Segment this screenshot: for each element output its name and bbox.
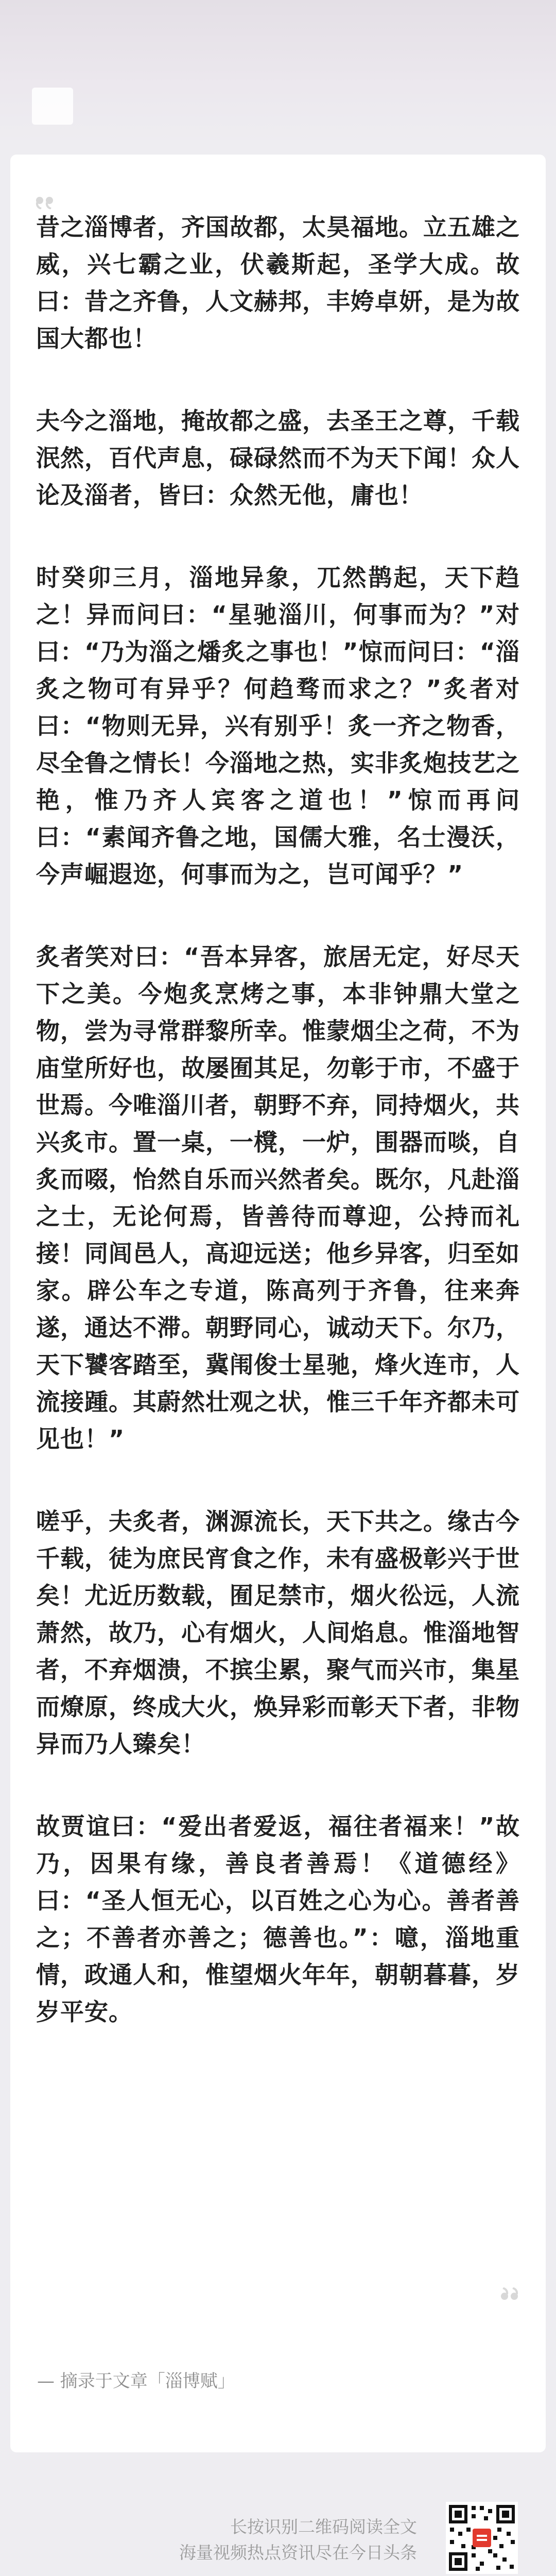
article-body [36, 209, 520, 2076]
header-logo-placeholder [32, 88, 73, 125]
article-paragraph: 夫今之淄地，掩故都之盛，去圣王之尊，千载泯然，百代声息，碌碌然而不为天下闻！众人论及淄者，皆曰：众然无他，庸也！ [36, 407, 520, 509]
qr-code-icon[interactable] [446, 2502, 518, 2574]
article-card [10, 155, 546, 2452]
quote-close-icon [498, 2287, 519, 2301]
quote-open-icon [35, 196, 56, 209]
footer-line-2: 海量视频热点资讯尽在今日头条 [179, 2543, 417, 2563]
article-paragraph: 昔之淄博者，齐国故都，太昊福地。立五雄之威，兴七霸之业，伏羲斯起，圣学大成。故曰：昔之齐鲁，人文赫邦，丰姱卓妍，是为故国大都也！ [36, 213, 520, 352]
header-banner [0, 0, 556, 144]
article-source: — 摘录于文章「淄博赋」 [37, 2371, 235, 2392]
article-paragraph: 时癸卯三月，淄地异象，兀然鹊起，天下趋之！异而问曰：“星驰淄川，何事而为？”对曰：“乃为淄之燔炙之事也！”惊而问曰：“淄炙之物可有异乎？何趋骛而求之？”炙者对曰：“物则无异，兴有别乎！炙一齐之物香，尽全鲁之情长！今淄地之热，实非炙炮技艺之艳，惟乃齐人宾客之道也！”惊而再问曰：“素闻齐鲁之地，国儒大雅，名士漫沃，今声崛遐迩，何事而为之，岂可闻乎？” [36, 564, 520, 888]
article-paragraph: 嗟乎，夫炙者，渊源流长，天下共之。缘古今千载，徒为庶民宵食之作，未有盛极彰兴于世矣！尤近历数载，囿足禁市，烟火彸远，人流萧然，故乃，心有烟火，人间焰息。惟淄地智者，不弃烟溃，不摈尘累，聚气而兴市，集星而燎原，终成大火，焕异彩而彰天下者，非物异而乃人臻矣！ [36, 1507, 520, 1758]
article-paragraph: 炙者笑对曰：“吾本异客，旅居无定，好尽天下之美。今炮炙烹烤之事，本非钟鼎大堂之物，尝为寻常群黎所幸。惟蒙烟尘之荷，不为庙堂所好也，故屡囿其足，勿彰于市，不盛于世焉。今唯淄川者，朝野不弃，同持烟火，共兴炙市。置一桌，一櫈，一炉，围器而啖，自炙而啜，怡然自乐而兴然者矣。既尔，凡赴淄之士，无论何焉，皆善待而尊迎，公持而礼接！同闾邑人，高迎远送；他乡异客，归至如家。辟公车之专道，陈高列于齐鲁，往来奔遂，通达不滞。朝野同心，诚动天下。尔乃，天下饕客踏至，冀闱俊士星驰，烽火连市，人流接踵。其蔚然壮观之状，惟三千年齐都未可见也！” [36, 943, 520, 1453]
app-badge [473, 2529, 491, 2547]
footer-line-1: 长按识别二维码阅读全文 [230, 2517, 417, 2537]
article-paragraph: 故贾谊曰：“爱出者爱返，福往者福来！”故乃，因果有缘，善良者善焉！《道德经》曰：“圣人恒无心，以百姓之心为心。善者善之；不善者亦善之；德善也。”：噫，淄地重情，政通人和，惟望烟火年年，朝朝暮暮，岁岁平安。 [36, 1812, 520, 2026]
footer-caption [108, 2514, 417, 2566]
